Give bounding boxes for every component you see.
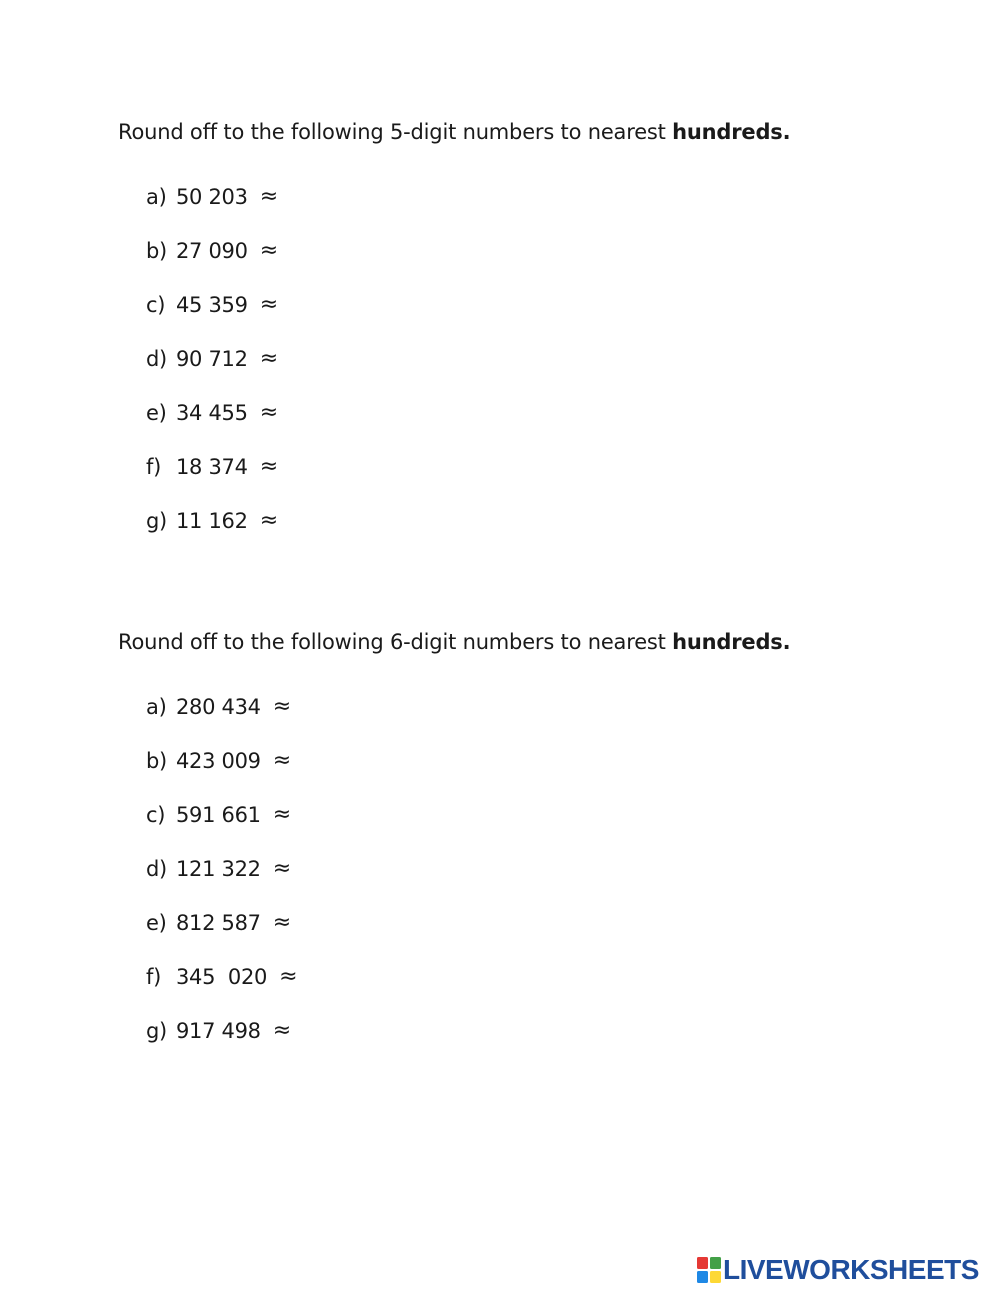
approx-symbol: ≈ bbox=[272, 1018, 291, 1043]
question-item bbox=[146, 452, 278, 506]
approx-symbol: ≈ bbox=[272, 910, 291, 935]
approx-symbol: ≈ bbox=[259, 400, 278, 425]
approx-symbol: ≈ bbox=[272, 856, 291, 881]
logo-block-blue bbox=[697, 1271, 708, 1283]
instruction-bold: hundreds. bbox=[672, 120, 791, 144]
approx-symbol: ≈ bbox=[272, 694, 291, 719]
item-letter: c) bbox=[146, 293, 166, 317]
item-number: 45 359 bbox=[176, 293, 248, 317]
item-letter: e) bbox=[146, 911, 167, 935]
instruction-prefix: Round off to the following 5-digit numbers to nearest bbox=[118, 120, 673, 144]
item-letter: e) bbox=[146, 401, 167, 425]
item-letter: b) bbox=[146, 239, 167, 263]
question-item bbox=[146, 398, 278, 452]
item-number: 423 009 bbox=[176, 749, 261, 773]
item-letter: b) bbox=[146, 749, 167, 773]
item-number: 121 322 bbox=[176, 857, 261, 881]
item-number: 917 498 bbox=[176, 1019, 261, 1043]
item-number: 345 020 bbox=[176, 965, 268, 989]
approx-symbol: ≈ bbox=[259, 508, 278, 533]
approx-symbol: ≈ bbox=[259, 454, 278, 479]
item-letter: g) bbox=[146, 1019, 167, 1043]
question-item bbox=[146, 182, 278, 236]
item-number: 50 203 bbox=[176, 185, 248, 209]
brand-text: LIVEWORKSHEETS bbox=[723, 1254, 979, 1285]
question-list bbox=[146, 692, 297, 1070]
item-number: 18 374 bbox=[176, 455, 248, 479]
question-item bbox=[146, 746, 297, 800]
approx-symbol: ≈ bbox=[259, 292, 278, 317]
instruction-text bbox=[118, 628, 790, 656]
liveworksheets-brand bbox=[697, 1254, 979, 1286]
logo-block-green bbox=[710, 1257, 721, 1269]
approx-symbol: ≈ bbox=[259, 238, 278, 263]
question-item bbox=[146, 854, 297, 908]
instruction-prefix: Round off to the following 6-digit numbers to nearest bbox=[118, 630, 673, 654]
item-number: 27 090 bbox=[176, 239, 248, 263]
item-letter: a) bbox=[146, 185, 167, 209]
item-number: 90 712 bbox=[176, 347, 248, 371]
instruction-bold: hundreds. bbox=[672, 630, 791, 654]
question-item bbox=[146, 344, 278, 398]
item-letter: d) bbox=[146, 347, 167, 371]
question-list bbox=[146, 182, 278, 560]
item-letter: a) bbox=[146, 695, 167, 719]
item-number: 34 455 bbox=[176, 401, 248, 425]
approx-symbol: ≈ bbox=[272, 802, 291, 827]
question-item bbox=[146, 962, 297, 1016]
item-letter: f) bbox=[146, 965, 161, 989]
liveworksheets-logo-icon bbox=[697, 1257, 721, 1283]
logo-block-red bbox=[697, 1257, 708, 1269]
logo-block-yellow bbox=[710, 1271, 721, 1283]
item-letter: g) bbox=[146, 509, 167, 533]
approx-symbol: ≈ bbox=[272, 748, 291, 773]
item-letter: d) bbox=[146, 857, 167, 881]
question-item bbox=[146, 506, 278, 560]
question-item bbox=[146, 692, 297, 746]
item-number: 280 434 bbox=[176, 695, 261, 719]
item-number: 591 661 bbox=[176, 803, 261, 827]
approx-symbol: ≈ bbox=[259, 346, 278, 371]
question-item bbox=[146, 290, 278, 344]
item-letter: c) bbox=[146, 803, 166, 827]
approx-symbol: ≈ bbox=[259, 184, 278, 209]
item-letter: f) bbox=[146, 455, 161, 479]
question-item bbox=[146, 236, 278, 290]
question-item bbox=[146, 1016, 297, 1070]
instruction-text bbox=[118, 118, 790, 146]
approx-symbol: ≈ bbox=[279, 964, 298, 989]
question-item bbox=[146, 908, 297, 962]
item-number: 11 162 bbox=[176, 509, 248, 533]
item-number: 812 587 bbox=[176, 911, 261, 935]
question-item bbox=[146, 800, 297, 854]
